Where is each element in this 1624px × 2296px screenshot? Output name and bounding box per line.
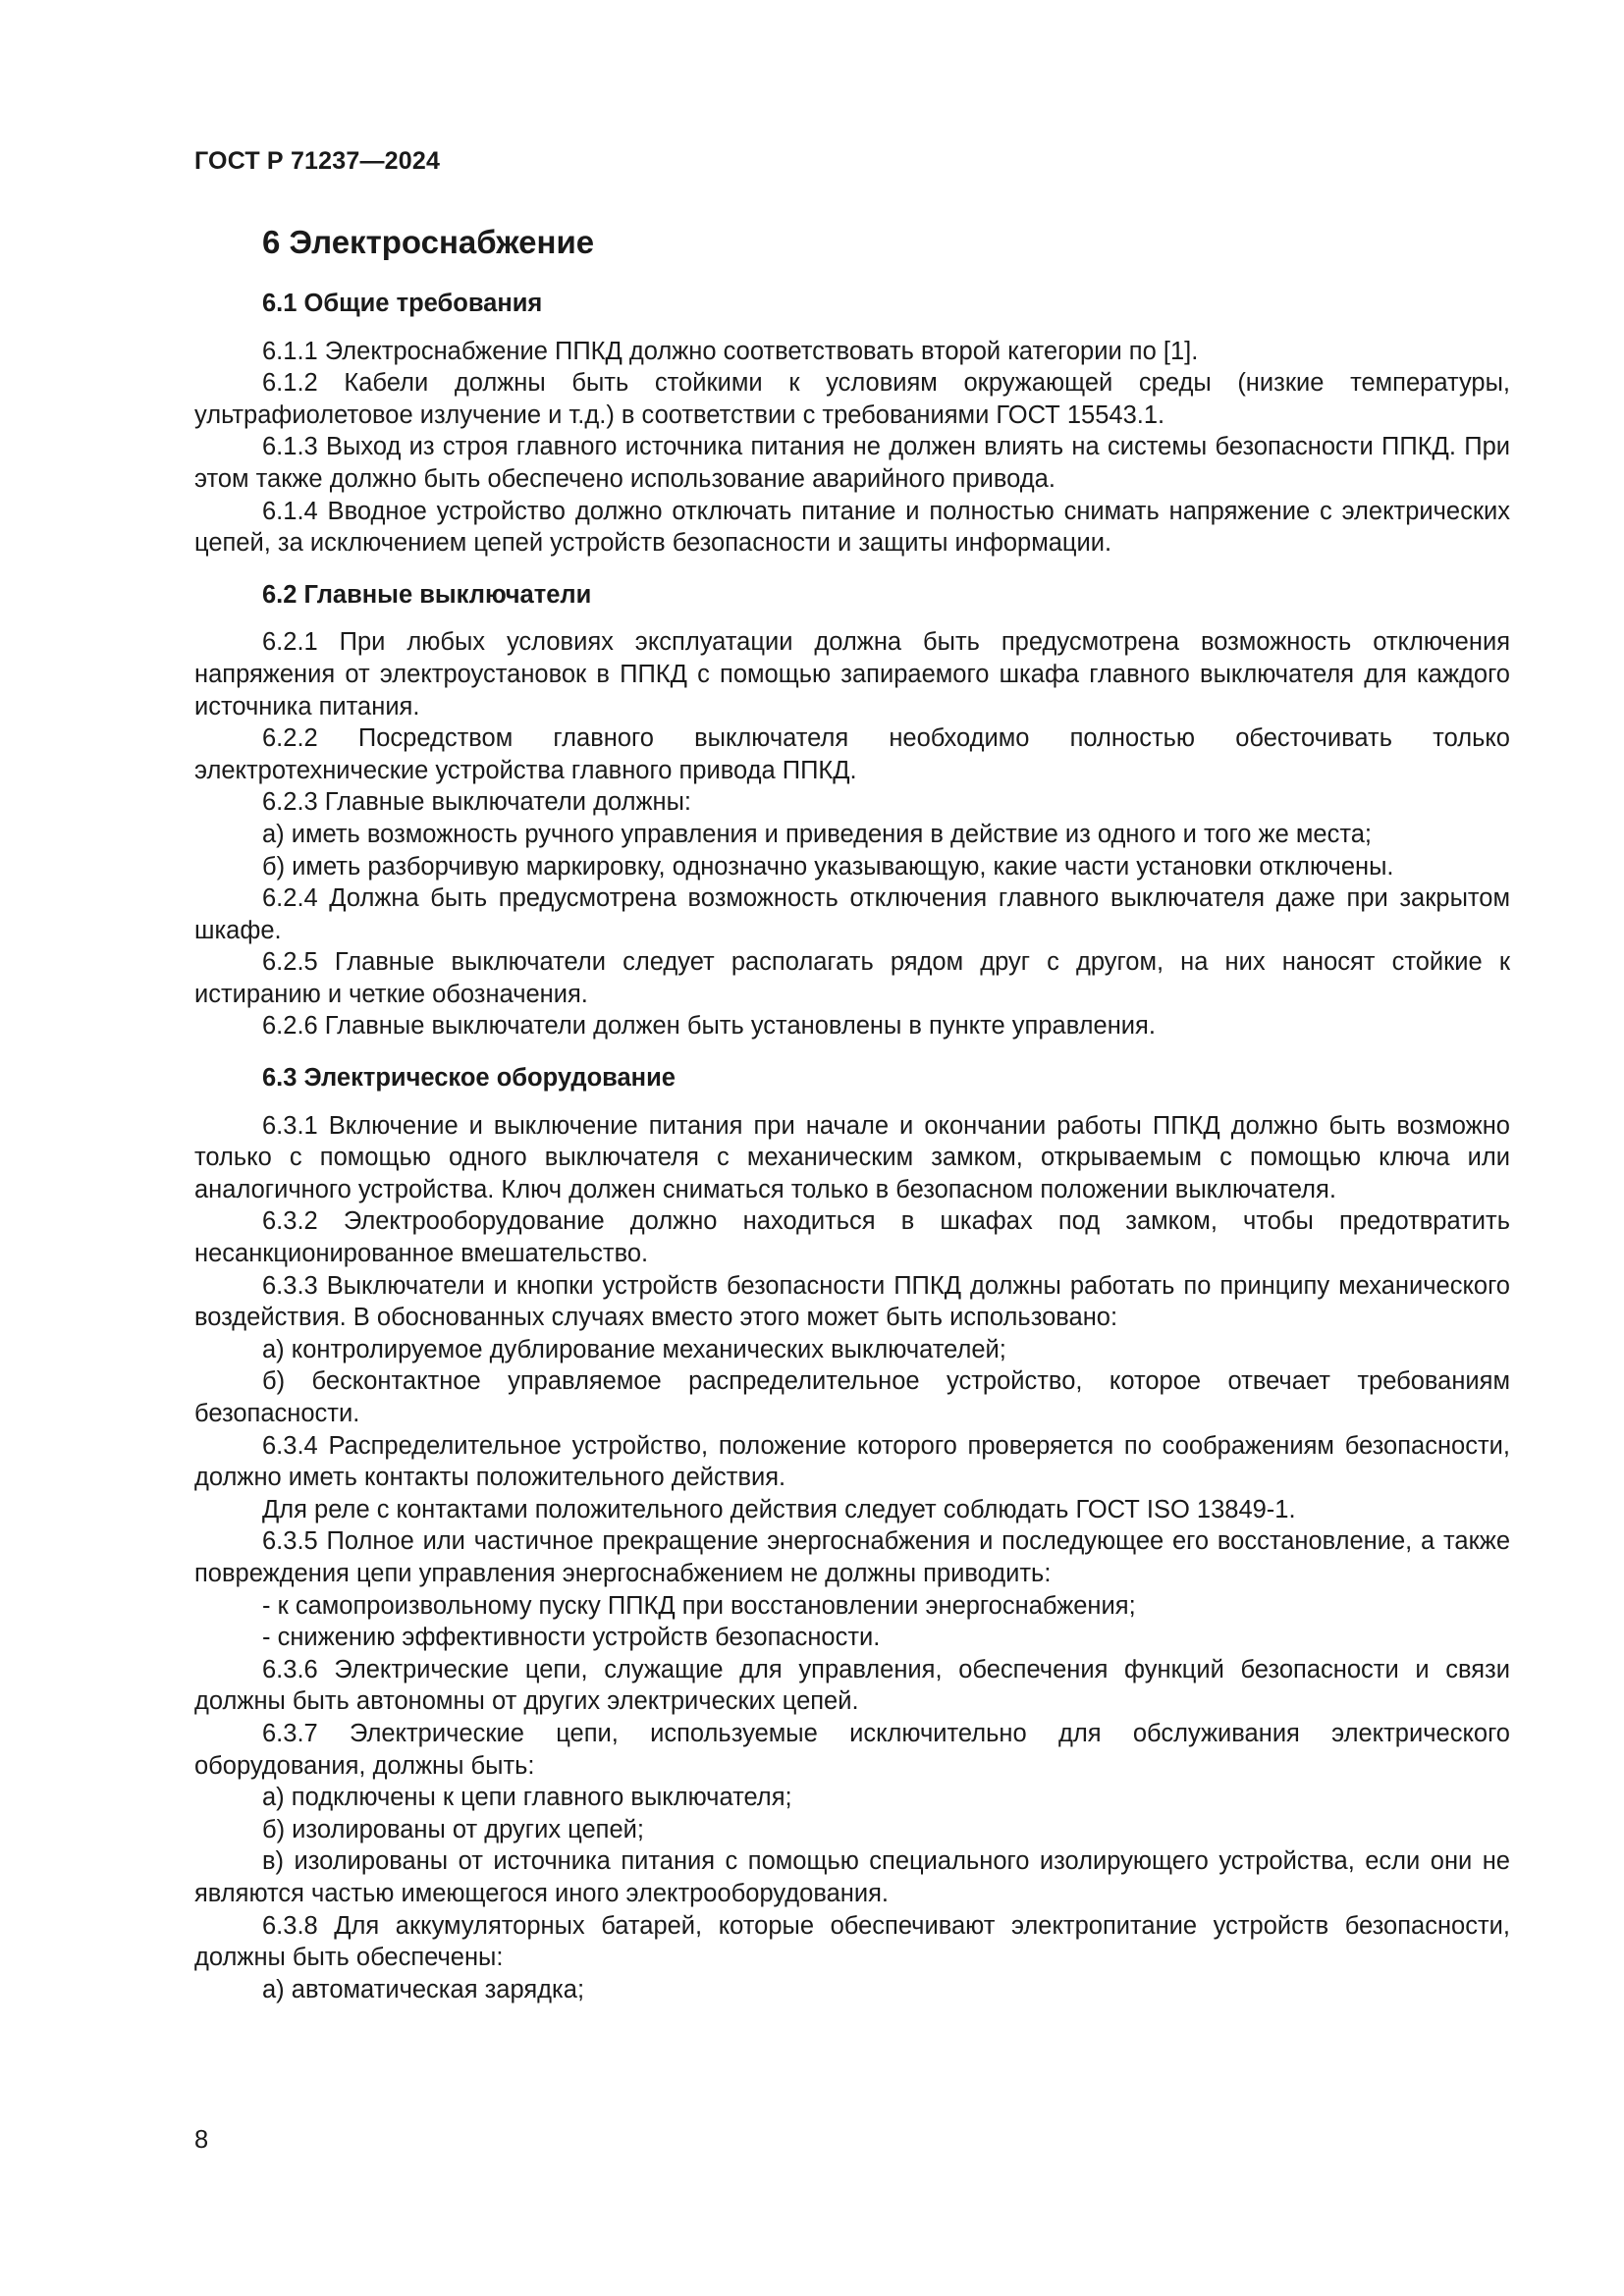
paragraph-6-2-5: 6.2.5 Главные выключатели следует располагать рядом друг с другом, на них наносят стойкие к истиранию и четкие обозначения. — [194, 948, 1510, 1008]
list-item-6-2-3-b: б) иметь разборчивую маркировку, однозначно указывающую, какие части установки отключены. — [262, 852, 1394, 881]
list-item-6-3-5-dash-2: - снижению эффективности устройств безопасности. — [262, 1624, 881, 1652]
paragraph-6-3-4-note: Для реле с контактами положительного действия следует соблюдать ГОСТ ISO 13849-1. — [262, 1495, 1296, 1523]
standard-code-header: ГОСТ Р 71237—2024 — [194, 147, 441, 175]
paragraph-6-1-2: 6.1.2 Кабели должны быть стойкими к условиям окружающей среды (низкие температуры, ультрафиолетовое излучение и т.д.) в соответствии с требованиями ГОСТ 15543.1. — [194, 369, 1510, 429]
paragraph-6-2-6: 6.2.6 Главные выключатели должен быть установлены в пункте управления. — [262, 1012, 1156, 1041]
subsection-title-6-3: 6.3 Электрическое оборудование — [262, 1064, 676, 1093]
list-item-6-3-5-dash-1: - к самопроизвольному пуску ППКД при восстановлении энергоснабжения; — [262, 1591, 1136, 1620]
section-title: 6 Электроснабжение — [262, 224, 595, 260]
paragraph-6-3-5: 6.3.5 Полное или частичное прекращение энергоснабжения и последующее его восстановление, а также повреждения цепи управления энергоснабжением не должны приводить: — [194, 1527, 1510, 1587]
subsection-title-6-1: 6.1 Общие требования — [262, 290, 543, 317]
paragraph-6-3-7: 6.3.7 Электрические цепи, используемые исключительно для обслуживания электрического оборудования, должны быть: — [194, 1719, 1510, 1780]
paragraph-6-1-3: 6.1.3 Выход из строя главного источника питания не должен влиять на системы безопасности ППКД. При этом также должно быть обеспечено использование аварийного привода. — [194, 433, 1510, 493]
list-item-6-3-7-b: б) изолированы от других цепей; — [262, 1815, 644, 1843]
page-number: 8 — [194, 2126, 209, 2154]
paragraph-6-2-2: 6.2.2 Посредством главного выключателя необходимо полностью обесточивать только электротехнические устройства главного привода ППКД. — [194, 724, 1510, 784]
list-item-6-3-3-b: б) бесконтактное управляемое распределительное устройство, которое отвечает требованиям безопасности. — [194, 1367, 1510, 1427]
paragraph-6-3-8: 6.3.8 Для аккумуляторных батарей, которые обеспечивают электропитание устройств безопасности, должны быть обеспечены: — [194, 1911, 1510, 1972]
subsection-title-6-2: 6.2 Главные выключатели — [262, 580, 592, 609]
list-item-6-3-7-a: а) подключены к цепи главного выключателя; — [262, 1784, 792, 1812]
paragraph-6-3-3: 6.3.3 Выключатели и кнопки устройств безопасности ППКД должны работать по принципу механического воздействия. В обоснованных случаях вместо этого может быть использовано: — [194, 1271, 1510, 1332]
list-item-6-3-3-a: а) контролируемое дублирование механических выключателей; — [262, 1335, 1006, 1363]
paragraph-6-1-1: 6.1.1 Электроснабжение ППКД должно соответствовать второй категории по [1]. — [262, 337, 1199, 365]
paragraph-6-2-1: 6.2.1 При любых условиях эксплуатации должна быть предусмотрена возможность отключения напряжения от электроустановок в ППКД с помощью запираемого шкафа главного выключателя для каждого источника питания. — [194, 628, 1510, 721]
paragraph-6-3-4: 6.3.4 Распределительное устройство, положение которого проверяется по соображениям безопасности, должно иметь контакты положительного действия. — [194, 1431, 1510, 1492]
paragraph-6-3-2: 6.3.2 Электрооборудование должно находиться в шкафах под замком, чтобы предотвратить несанкционированное вмешательство. — [194, 1207, 1510, 1268]
paragraph-6-3-6: 6.3.6 Электрические цепи, служащие для управления, обеспечения функций безопасности и связи должны быть автономны от других электрических цепей. — [194, 1655, 1510, 1716]
document-body — [194, 288, 1510, 2005]
list-item-6-3-7-v: в) изолированы от источника питания с помощью специального изолирующего устройства, если они не являются частью имеющегося иного электрооборудования. — [194, 1847, 1510, 1907]
paragraph-6-3-1: 6.3.1 Включение и выключение питания при начале и окончании работы ППКД должно быть возможно только с помощью одного выключателя с механическим замком, открываемым с помощью ключа или аналогичного устройства. Ключ должен сниматься только в безопасном положении выключателя. — [194, 1111, 1510, 1203]
list-item-6-2-3-a: а) иметь возможность ручного управления и приведения в действие из одного и того же места; — [262, 820, 1372, 848]
paragraph-6-1-4: 6.1.4 Вводное устройство должно отключать питание и полностью снимать напряжение с электрических цепей, за исключением цепей устройств безопасности и защиты информации. — [194, 497, 1510, 558]
list-item-6-3-8-a: а) автоматическая зарядка; — [262, 1975, 585, 2003]
paragraph-6-2-3: 6.2.3 Главные выключатели должны: — [262, 788, 691, 817]
paragraph-6-2-4: 6.2.4 Должна быть предусмотрена возможность отключения главного выключателя даже при закрытом шкафе. — [194, 884, 1510, 944]
